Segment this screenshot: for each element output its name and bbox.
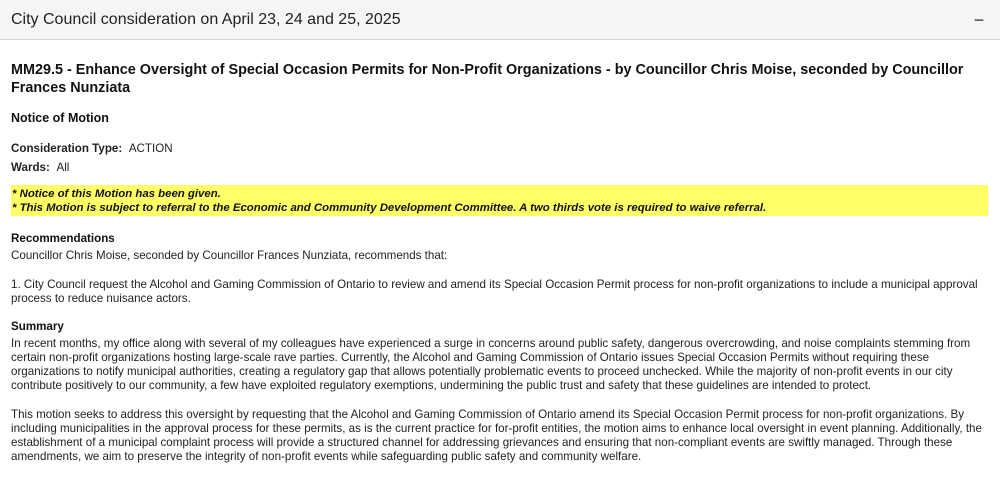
wards-label: Wards: (11, 161, 50, 174)
recommendations-heading: Recommendations (11, 232, 115, 245)
panel-title: City Council consideration on April 23, 24 and 25, 2025 (11, 10, 401, 28)
summary-paragraph-1: In recent months, my office along with several of my colleagues have experienced a surge in concerns around public safety, dangerous overcrowding, and noise complaints stemming from certain non-profit organizations hosting large-scale rave parties. Currently, the Alcohol and Gaming Commission of Ontario issues Special Occasion Permits without requiring these organizations to notify municipal authorities, creating a regulatory gap that allows potentially problematic events to proceed unchecked. While the majority of non-profit events in our city contribute positively to our community, a few have exploited regulatory exemptions, undermining the public trust and safety that these guidelines are intended to protect. (11, 337, 971, 392)
summary-heading: Summary (11, 320, 64, 333)
motion-type-heading: Notice of Motion (11, 111, 109, 125)
notice-given: * Notice of this Motion has been given. (12, 188, 221, 200)
item-title: MM29.5 - Enhance Oversight of Special Occasion Permits for Non-Profit Organizations - by Councillor Chris Moise, seconded by Councillor Frances Nunziata (11, 62, 964, 96)
consideration-type-label: Consideration Type: (11, 142, 123, 155)
consideration-type-value: ACTION (128, 142, 173, 155)
panel-header[interactable] (0, 0, 1000, 40)
recommendations-intro: Councillor Chris Moise, seconded by Councillor Frances Nunziata, recommends that: (11, 249, 448, 262)
wards-row (11, 161, 69, 174)
notice-referral: * This Motion is subject to referral to the Economic and Community Development Committee. A two thirds vote is required to waive referral. (12, 201, 767, 214)
consideration-type-row (11, 142, 173, 155)
recommendation-1: 1. City Council request the Alcohol and Gaming Commission of Ontario to review and amend its Special Occasion Permit process for non-profit organizations to include a municipal approval process to reduce nuisance actors. (11, 278, 978, 305)
collapse-icon[interactable]: − (973, 9, 985, 30)
wards-value: All (56, 161, 70, 174)
agenda-item-content (11, 61, 989, 463)
summary-paragraph-2: This motion seeks to address this oversight by requesting that the Alcohol and Gaming Commission of Ontario amend its Special Occasion Permit process for non-profit organizations. By including municipalities in the approval process for these permits, as is the current practice for for-profit entities, the motion aims to enhance local oversight in event planning. Additionally, the establishment of a municipal complaint process will provide a structured channel for addressing grievances and ensuring that non-compliant events are swiftly managed. Through these amendments, we aim to preserve the integrity of non-profit events while safeguarding public safety and community welfare. (11, 408, 982, 463)
notice-box (11, 185, 988, 216)
